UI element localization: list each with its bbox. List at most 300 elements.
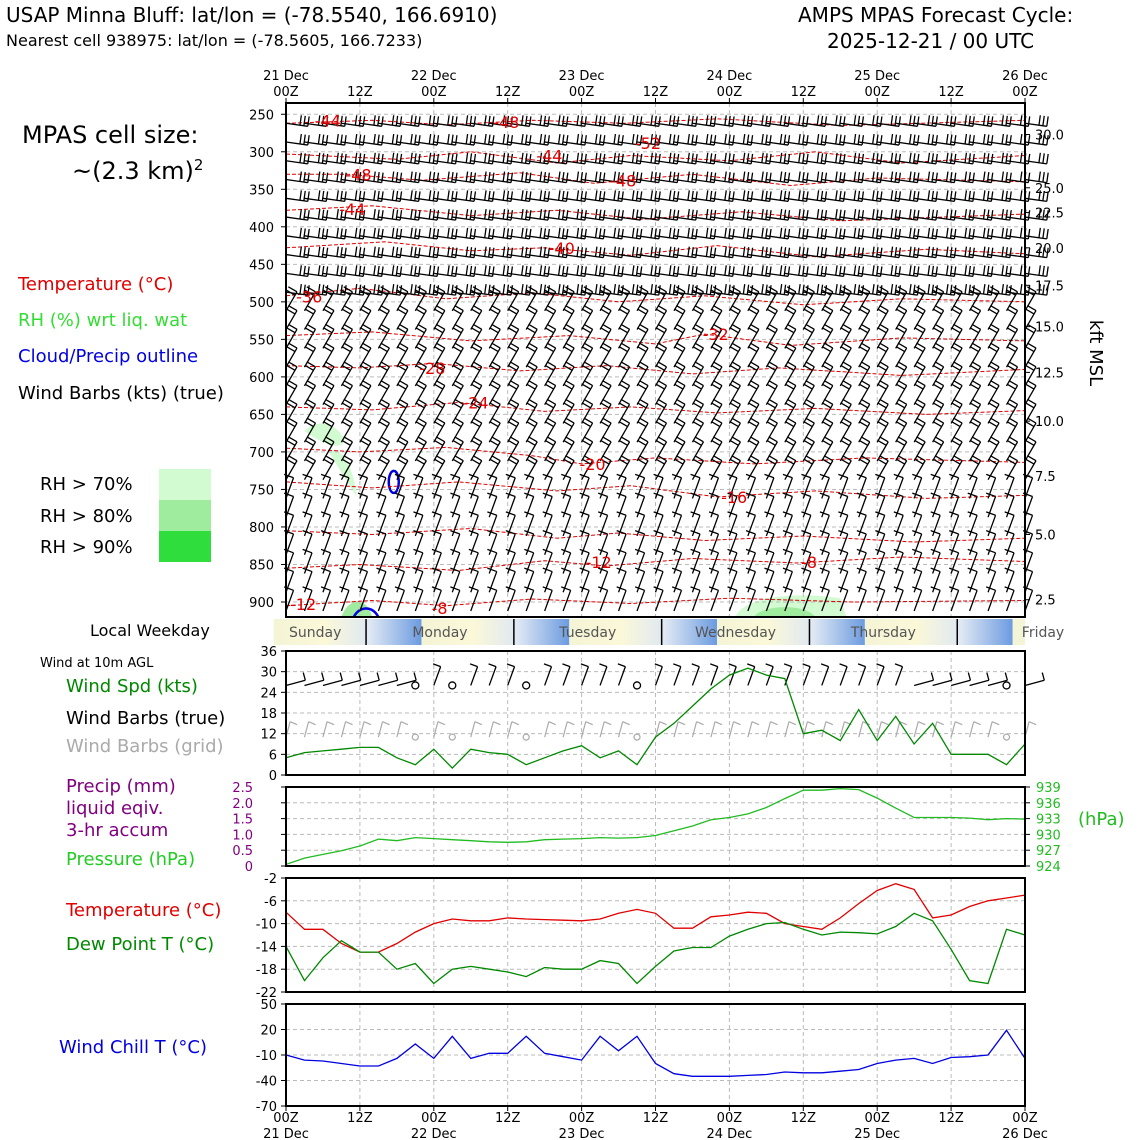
barb-tick	[764, 587, 773, 590]
barb-tick	[807, 191, 808, 201]
barb-tick	[954, 191, 955, 201]
barb-tick	[596, 265, 597, 275]
barb-tick	[561, 549, 570, 552]
barb-tick	[379, 347, 388, 352]
barb-tick	[617, 493, 626, 496]
top-hour-label: 12Z	[938, 85, 964, 100]
barb-tick	[784, 172, 785, 182]
calm-circle-grid	[449, 734, 455, 740]
barb-tick	[659, 154, 660, 164]
barb-tick	[951, 459, 960, 464]
wind-barb-true-tick	[987, 673, 989, 681]
barb-tick	[915, 309, 924, 314]
barb-tick	[614, 190, 615, 200]
barb-tick	[840, 285, 841, 295]
barb-tick	[455, 306, 464, 311]
barb-tick	[326, 191, 327, 201]
barb-tick	[489, 172, 490, 182]
barb-tick	[676, 306, 685, 311]
barb-tick	[303, 568, 312, 571]
barb-tick	[1025, 459, 1034, 464]
wind-barb-true	[619, 667, 626, 686]
barb-tick	[947, 228, 948, 238]
wind-barb-grid-tick	[604, 722, 611, 725]
barb-tick	[928, 134, 929, 144]
barb-tick	[596, 134, 597, 144]
barb-tick	[824, 418, 833, 423]
barb-tick	[970, 422, 979, 427]
wind-barb-true-tick	[673, 664, 681, 667]
barb-tick	[730, 365, 739, 370]
calm-circle-grid	[1004, 734, 1010, 740]
barb-tick	[896, 384, 905, 389]
top-hour-label: 12Z	[790, 85, 817, 100]
barb-tick	[492, 343, 501, 348]
barb-tick	[436, 418, 445, 423]
barb-tick	[474, 116, 475, 126]
barb-tick	[529, 381, 538, 386]
barb-tick	[710, 285, 711, 295]
barb-tick	[820, 512, 829, 515]
barb-tick	[452, 135, 453, 145]
barb-tick	[730, 328, 739, 333]
barb-tick	[880, 437, 889, 442]
barb-tick	[378, 172, 379, 182]
wind-barb-grid	[970, 722, 974, 737]
barb-tick	[377, 531, 386, 534]
barb-tick	[785, 403, 794, 408]
barb-tick	[547, 399, 556, 404]
barb-tick	[711, 309, 720, 314]
barb-tick	[807, 173, 808, 183]
barb-tick	[622, 135, 623, 145]
barb-tick	[360, 347, 369, 352]
barb-tick	[1006, 153, 1007, 163]
wind-barb-grid-tick	[493, 722, 500, 725]
barb-tick	[360, 309, 369, 314]
barb-tick	[821, 191, 822, 201]
barb-tick	[750, 399, 759, 404]
barb-tick	[455, 456, 464, 461]
barb-tick	[990, 456, 999, 461]
barb-tick	[691, 549, 700, 552]
barb-tick	[710, 135, 711, 145]
barb-tick	[990, 343, 999, 348]
barb-tick	[973, 210, 974, 220]
barb-tick	[614, 115, 615, 125]
barb-tick	[522, 284, 523, 294]
barb-tick	[873, 172, 874, 182]
barb-tick	[820, 568, 829, 571]
barb-tick	[419, 191, 420, 201]
barb-tick	[622, 229, 623, 239]
barb-tick	[822, 422, 831, 427]
barb-tick	[381, 418, 390, 423]
barb-tick	[305, 328, 314, 333]
barb-tick	[1020, 265, 1021, 275]
barb-tick	[617, 587, 626, 590]
barb-tick	[303, 493, 312, 496]
rh-swatch-1	[159, 469, 211, 500]
barb-tick	[691, 512, 700, 515]
barb-tick	[732, 381, 741, 386]
wind-barb-grid	[489, 722, 493, 737]
barb-tick	[824, 399, 833, 404]
barb-tick	[490, 328, 499, 333]
barb-tick	[714, 173, 715, 183]
barb-tick	[991, 154, 992, 164]
barb-tick	[673, 116, 674, 126]
barb-tick	[1007, 384, 1016, 389]
barb-tick	[799, 190, 800, 200]
barb-tick	[307, 456, 316, 461]
wind-barb-true-tick	[544, 664, 552, 667]
kft-tick-label: 7.5	[1035, 469, 1056, 485]
barb-tick	[392, 115, 393, 125]
barb-tick	[799, 265, 800, 275]
barb-tick	[986, 568, 995, 571]
barb-tick	[434, 309, 443, 314]
barb-tick	[743, 115, 744, 125]
barb-tick	[988, 422, 997, 427]
barb-tick	[858, 191, 859, 201]
barb-tick	[780, 115, 781, 125]
legend-dewpoint: Dew Point T (°C)	[66, 934, 215, 955]
barb-tick	[399, 456, 408, 461]
barb-tick	[374, 209, 375, 219]
barb-tick	[300, 265, 301, 275]
barb-tick	[450, 549, 459, 552]
barb-tick	[1020, 115, 1021, 125]
barb-tick	[844, 135, 845, 145]
barb-tick	[489, 116, 490, 126]
barb-tick	[584, 399, 593, 404]
barb-tick	[508, 440, 517, 445]
barb-tick	[825, 210, 826, 220]
barb-tick	[950, 247, 951, 257]
wind-barb-grid	[545, 722, 549, 737]
barb-tick	[891, 172, 892, 182]
barb-tick	[392, 172, 393, 182]
barb-tick	[706, 172, 707, 182]
barb-tick	[492, 306, 501, 311]
barb-tick	[437, 116, 438, 126]
barb-tick	[1047, 116, 1048, 126]
barb-tick	[725, 209, 726, 219]
barb-tick	[344, 399, 353, 404]
calm-circle	[523, 682, 530, 689]
barb-tick	[1005, 531, 1014, 534]
barb-tick	[1010, 116, 1011, 126]
wind-barb-true-tick	[895, 664, 903, 667]
barb-tick	[965, 153, 966, 163]
barb-tick	[395, 587, 404, 590]
barb-tick	[730, 309, 739, 314]
barb-tick	[360, 440, 369, 445]
barb-tick	[622, 266, 623, 276]
barb-tick	[972, 399, 981, 404]
temperature-contour-label: -48	[493, 112, 520, 132]
barb-tick	[493, 154, 494, 164]
barb-tick	[1002, 190, 1003, 200]
barb-tick	[561, 512, 570, 515]
barb-tick	[747, 153, 748, 163]
barb-tick	[323, 459, 332, 464]
barb-tick	[932, 266, 933, 276]
barb-tick	[1010, 191, 1011, 201]
cycle-title: AMPS MPAS Forecast Cycle:	[798, 3, 1074, 27]
barb-tick	[688, 153, 689, 163]
barb-tick	[419, 135, 420, 145]
barb-tick	[636, 285, 637, 295]
barb-tick	[1043, 266, 1044, 276]
barb-tick	[787, 324, 796, 329]
barb-tick	[474, 266, 475, 276]
barb-tick	[894, 531, 903, 534]
barb-tick	[489, 266, 490, 276]
barb-tick	[821, 266, 822, 276]
barb-tick	[895, 191, 896, 201]
barb-tick	[711, 347, 720, 352]
barb-tick	[935, 306, 944, 311]
barb-tick	[1043, 172, 1044, 182]
barb-tick	[969, 210, 970, 220]
barb-tick	[286, 422, 295, 427]
wind-barb-grid	[563, 722, 567, 737]
barb-tick	[529, 173, 530, 183]
barb-tick	[308, 116, 309, 126]
barb-tick	[954, 210, 955, 220]
barb-tick	[693, 328, 702, 333]
barb-tick	[635, 512, 644, 515]
barb-tick	[640, 173, 641, 183]
barb-tick	[492, 381, 501, 386]
nearest-cell: Nearest cell 938975: lat/lon = (-78.5605, 166.7233)	[6, 31, 423, 50]
barb-tick	[596, 247, 597, 257]
wind-barb-grid-tick	[826, 722, 833, 725]
temperature-contour-label: -24	[462, 393, 489, 413]
barb-tick	[490, 309, 499, 314]
weekday-label: Friday	[1021, 625, 1065, 641]
barb-tick	[492, 418, 501, 423]
barb-tick	[917, 266, 918, 276]
barb-tick	[470, 191, 471, 201]
barb-tick	[841, 440, 850, 445]
barb-tick	[878, 459, 887, 464]
barb-tick	[933, 422, 942, 427]
barb-tick	[654, 512, 663, 515]
barb-tick	[674, 309, 683, 314]
barb-tick	[859, 347, 868, 352]
barb-tick	[725, 265, 726, 275]
barb-tick	[392, 265, 393, 275]
barb-tick	[899, 173, 900, 183]
barb-tick	[492, 362, 501, 367]
barb-tick	[804, 422, 813, 427]
barb-staff	[877, 590, 885, 611]
barb-tick	[452, 172, 453, 182]
barb-tick	[785, 328, 794, 333]
barb-tick	[581, 191, 582, 201]
barb-tick	[637, 384, 646, 389]
barb-tick	[873, 265, 874, 275]
wind-barb-true-tick	[489, 664, 497, 667]
barb-tick	[711, 403, 720, 408]
barb-tick	[747, 266, 748, 276]
wind-barb	[487, 587, 496, 611]
wind-barb-grid	[434, 722, 438, 737]
barb-tick	[706, 115, 707, 125]
wind-barb	[286, 115, 309, 126]
barb-tick	[767, 309, 776, 314]
barb-tick	[780, 134, 781, 144]
barb-tick	[821, 285, 822, 295]
barb-tick	[861, 324, 870, 329]
barb-tick	[355, 265, 356, 275]
barb-tick	[342, 403, 351, 408]
barb-tick	[508, 459, 517, 464]
barb-tick	[474, 248, 475, 258]
wind-barb-grid	[341, 722, 345, 737]
barb-tick	[972, 362, 981, 367]
barb-tick	[953, 456, 962, 461]
barb-tick	[378, 228, 379, 238]
barb-tick	[399, 362, 408, 367]
barb-tick	[817, 190, 818, 200]
barb-tick	[933, 384, 942, 389]
barb-tick	[418, 399, 427, 404]
barb-tick	[340, 512, 349, 515]
wind-barb-grid-tick	[789, 722, 796, 725]
wind-barb-grid-tick	[364, 722, 371, 725]
barb-tick	[399, 324, 408, 329]
wind-barb-true	[877, 667, 884, 686]
barb-tick	[619, 422, 628, 427]
barb-tick	[968, 587, 977, 590]
barb-tick	[456, 191, 457, 201]
wind-barb	[931, 587, 940, 611]
barb-tick	[710, 172, 711, 182]
barb-tick	[545, 347, 554, 352]
barb-tick	[450, 531, 459, 534]
barb-tick	[806, 324, 815, 329]
barb-tick	[824, 306, 833, 311]
barb-tick	[577, 134, 578, 144]
barb-tick	[696, 248, 697, 258]
barb-tick	[1006, 266, 1007, 276]
wind-barb-true	[471, 667, 478, 686]
barb-tick	[448, 172, 449, 182]
barb-tick	[493, 229, 494, 239]
barb-tick	[732, 418, 741, 423]
temperature-contour-label: -8	[431, 598, 448, 618]
barb-tick	[1002, 153, 1003, 163]
barb-tick	[695, 306, 704, 311]
barb-tick	[545, 403, 554, 408]
barb-tick	[914, 191, 915, 201]
barb-tick	[965, 265, 966, 275]
wind-barb-grid-tick	[992, 722, 999, 725]
barb-tick	[799, 134, 800, 144]
barb-tick	[545, 440, 554, 445]
barb-tick	[416, 309, 425, 314]
barb-tick	[286, 440, 295, 445]
barb-tick	[931, 531, 940, 534]
top-date-label: 22 Dec	[410, 69, 457, 84]
barb-tick	[788, 191, 789, 201]
y-tick-label: 6	[268, 748, 277, 764]
barb-tick	[825, 266, 826, 276]
barb-tick	[951, 347, 960, 352]
barb-tick	[751, 210, 752, 220]
barb-tick	[300, 190, 301, 200]
barb-tick	[396, 210, 397, 220]
barb-tick	[456, 116, 457, 126]
barb-tick	[400, 266, 401, 276]
barb-tick	[676, 362, 685, 367]
barb-tick	[730, 347, 739, 352]
barb-tick	[881, 135, 882, 145]
top-date-label: 24 Dec	[706, 69, 753, 84]
barb-tick	[506, 512, 515, 515]
barb-tick	[584, 418, 593, 423]
barb-tick	[784, 191, 785, 201]
barb-tick	[360, 422, 369, 427]
barb-tick	[988, 440, 997, 445]
barb-tick	[382, 173, 383, 183]
barb-tick	[965, 247, 966, 257]
barb-tick	[510, 437, 519, 442]
barb-tick	[730, 440, 739, 445]
barb-tick	[841, 403, 850, 408]
barb-tick	[807, 229, 808, 239]
barb-tick	[991, 191, 992, 201]
barb-tick	[429, 284, 430, 294]
barb-tick	[622, 248, 623, 258]
kft-tick-label: 25.0	[1035, 181, 1064, 197]
barb-tick	[621, 456, 630, 461]
barb-tick	[471, 440, 480, 445]
barb-tick	[987, 116, 988, 126]
barb-tick	[733, 210, 734, 220]
barb-tick	[322, 247, 323, 257]
barb-tick	[548, 229, 549, 239]
barb-tick	[321, 549, 330, 552]
barb-tick	[540, 172, 541, 182]
local-weekday-label: Local Weekday	[90, 621, 210, 640]
barb-tick	[951, 328, 960, 333]
barb-tick	[713, 381, 722, 386]
barb-tick	[951, 309, 960, 314]
barb-tick	[1002, 265, 1003, 275]
barb-tick	[1002, 115, 1003, 125]
barb-tick	[487, 512, 496, 515]
barb-tick	[437, 191, 438, 201]
barb-tick	[987, 210, 988, 220]
barb-tick	[322, 228, 323, 238]
barb-tick	[526, 135, 527, 145]
barb-tick	[895, 172, 896, 182]
barb-tick	[318, 190, 319, 200]
barb-tick	[565, 437, 574, 442]
barb-tick	[471, 422, 480, 427]
barb-tick	[544, 247, 545, 257]
barb-tick	[973, 248, 974, 258]
barb-tick	[895, 285, 896, 295]
barb-tick	[988, 328, 997, 333]
barb-tick	[862, 266, 863, 276]
barb-tick	[692, 228, 693, 238]
